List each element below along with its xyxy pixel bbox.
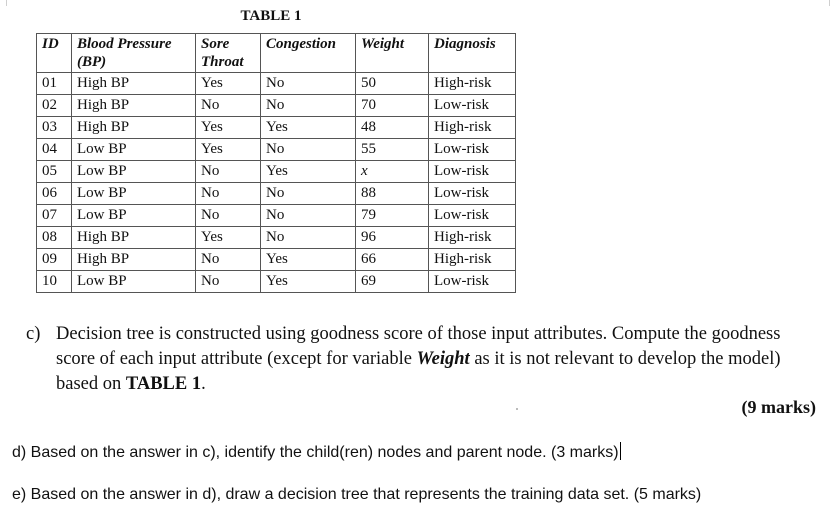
question-e-text: e) Based on the answer in d), draw a decision tree that represents the training data set. (5 marks) — [12, 486, 702, 503]
question-e[interactable] — [12, 485, 701, 505]
table-row — [37, 161, 516, 183]
header-weight: Weight — [356, 34, 429, 73]
cell-bp: High BP — [72, 73, 196, 95]
table-row — [37, 73, 516, 95]
cell-id: 07 — [37, 205, 72, 227]
cell-bp: Low BP — [72, 139, 196, 161]
header-id: ID — [37, 34, 72, 73]
cell-bp: High BP — [72, 95, 196, 117]
cell-congestion: No — [261, 73, 356, 95]
cell-diagnosis: High-risk — [429, 249, 516, 271]
cell-diagnosis: Low-risk — [429, 271, 516, 293]
text-cursor — [620, 442, 621, 460]
question-c-text-part3: . — [201, 374, 206, 394]
page-corner-right — [829, 0, 836, 6]
cell-congestion: No — [261, 183, 356, 205]
cell-sore-throat: Yes — [196, 73, 261, 95]
stray-dot — [516, 408, 518, 410]
cell-weight: 50 — [356, 73, 429, 95]
header-congestion: Congestion — [261, 34, 356, 73]
cell-weight: 66 — [356, 249, 429, 271]
question-c-emphasis: Weight — [416, 349, 470, 369]
page-corner-left — [0, 0, 7, 6]
cell-weight: 55 — [356, 139, 429, 161]
cell-sore-throat: No — [196, 161, 261, 183]
table-header-row — [37, 34, 516, 73]
table-row — [37, 227, 516, 249]
cell-sore-throat: No — [196, 249, 261, 271]
cell-sore-throat: Yes — [196, 139, 261, 161]
cell-id: 05 — [37, 161, 72, 183]
cell-weight: 69 — [356, 271, 429, 293]
cell-weight: 79 — [356, 205, 429, 227]
cell-congestion: No — [261, 205, 356, 227]
cell-bp: High BP — [72, 227, 196, 249]
cell-diagnosis: High-risk — [429, 73, 516, 95]
table-row — [37, 271, 516, 293]
data-table — [36, 33, 516, 293]
cell-bp: High BP — [72, 249, 196, 271]
cell-diagnosis: Low-risk — [429, 205, 516, 227]
cell-diagnosis: High-risk — [429, 117, 516, 139]
cell-weight: 96 — [356, 227, 429, 249]
question-c-marks: (9 marks) — [741, 397, 816, 417]
question-c-text-part1: Decision tree is constructed using goodness score of those input attributes. Compute the goodness score of each input attribute (except for variable — [56, 324, 781, 369]
header-diagnosis: Diagnosis — [429, 34, 516, 73]
cell-id: 04 — [37, 139, 72, 161]
cell-weight: 70 — [356, 95, 429, 117]
table-row — [37, 95, 516, 117]
cell-id: 08 — [37, 227, 72, 249]
cell-bp: Low BP — [72, 183, 196, 205]
cell-sore-throat: No — [196, 95, 261, 117]
cell-weight: x — [356, 161, 429, 183]
cell-diagnosis: Low-risk — [429, 139, 516, 161]
cell-congestion: No — [261, 95, 356, 117]
header-sore-throat: Sore Throat — [196, 34, 261, 73]
cell-weight: 88 — [356, 183, 429, 205]
cell-id: 03 — [37, 117, 72, 139]
cell-bp: Low BP — [72, 205, 196, 227]
question-c — [26, 322, 822, 397]
question-c-text-part2: as it is not relevant to develop the model) based on — [56, 349, 781, 394]
cell-sore-throat: No — [196, 183, 261, 205]
question-c-table-ref: TABLE 1 — [125, 374, 202, 394]
question-d[interactable] — [12, 442, 621, 463]
cell-diagnosis: Low-risk — [429, 95, 516, 117]
table-title: TABLE 1 — [240, 8, 302, 24]
cell-sore-throat: No — [196, 205, 261, 227]
cell-bp: Low BP — [72, 271, 196, 293]
cell-id: 01 — [37, 73, 72, 95]
table-row — [37, 205, 516, 227]
cell-sore-throat: Yes — [196, 227, 261, 249]
table-row — [37, 139, 516, 161]
cell-congestion: No — [261, 139, 356, 161]
cell-congestion: Yes — [261, 249, 356, 271]
cell-id: 10 — [37, 271, 72, 293]
table-row — [37, 117, 516, 139]
cell-congestion: Yes — [261, 271, 356, 293]
cell-congestion: Yes — [261, 161, 356, 183]
cell-id: 02 — [37, 95, 72, 117]
cell-weight: 48 — [356, 117, 429, 139]
table-row — [37, 249, 516, 271]
question-c-text — [56, 322, 822, 397]
cell-congestion: No — [261, 227, 356, 249]
question-d-text: d) Based on the answer in c), identify the child(ren) nodes and parent node. (3 marks) — [12, 444, 619, 461]
cell-id: 09 — [37, 249, 72, 271]
cell-diagnosis: High-risk — [429, 227, 516, 249]
cell-bp: Low BP — [72, 161, 196, 183]
cell-congestion: Yes — [261, 117, 356, 139]
header-blood-pressure: Blood Pressure (BP) — [72, 34, 196, 73]
cell-diagnosis: Low-risk — [429, 161, 516, 183]
cell-sore-throat: Yes — [196, 117, 261, 139]
cell-sore-throat: No — [196, 271, 261, 293]
table-row — [37, 183, 516, 205]
cell-id: 06 — [37, 183, 72, 205]
cell-bp: High BP — [72, 117, 196, 139]
cell-diagnosis: Low-risk — [429, 183, 516, 205]
question-c-label: c) — [26, 324, 41, 344]
